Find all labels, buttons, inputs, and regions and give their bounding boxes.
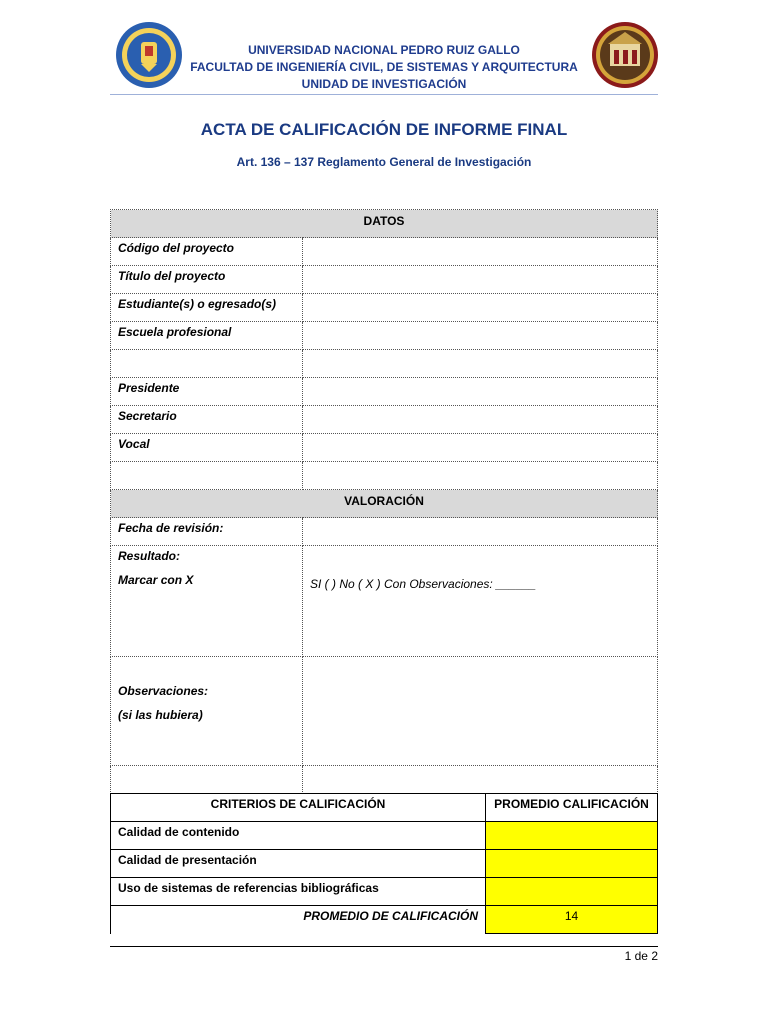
unit-name: UNIDAD DE INVESTIGACIÓN xyxy=(301,77,467,91)
observaciones-label: Observaciones: xyxy=(118,684,209,698)
criterio-label: Calidad de contenido xyxy=(111,822,486,850)
fecha-field[interactable] xyxy=(303,518,658,546)
faculty-name: FACULTAD DE INGENIERÍA CIVIL, DE SISTEMAS Y ARQUITECTURA xyxy=(190,60,578,74)
table-row xyxy=(111,238,658,266)
table-row xyxy=(111,850,658,878)
datos-table xyxy=(110,209,658,794)
codigo-proyecto-field[interactable] xyxy=(303,238,658,266)
vocal-field[interactable] xyxy=(303,434,658,462)
criterio-label: Calidad de presentación xyxy=(111,850,486,878)
criterios-header: CRITERIOS DE CALIFICACIÓN xyxy=(111,794,486,822)
document-title: ACTA DE CALIFICACIÓN DE INFORME FINAL xyxy=(200,120,568,139)
table-row xyxy=(111,906,658,934)
institution-block xyxy=(188,42,580,93)
row-label: Secretario xyxy=(111,406,303,434)
table-row xyxy=(111,294,658,322)
promedio-value[interactable]: 14 xyxy=(486,906,658,934)
criterio-score-field[interactable] xyxy=(486,878,658,906)
promedio-label: PROMEDIO DE CALIFICACIÓN xyxy=(111,906,486,934)
table-row xyxy=(111,350,658,378)
page-number: 1 de 2 xyxy=(624,949,658,963)
document-subtitle: Art. 136 – 137 Reglamento General de Investigación xyxy=(236,155,532,169)
presidente-field[interactable] xyxy=(303,378,658,406)
row-label: Código del proyecto xyxy=(111,238,303,266)
criterio-score-field[interactable] xyxy=(486,822,658,850)
table-header-row xyxy=(111,794,658,822)
blank-field[interactable] xyxy=(303,766,658,794)
table-row xyxy=(111,822,658,850)
observaciones-field[interactable] xyxy=(303,657,658,766)
table-row xyxy=(111,878,658,906)
resultado-choice: SI ( ) No ( X ) Con Observaciones: ______ xyxy=(310,577,537,591)
titulo-proyecto-field[interactable] xyxy=(303,266,658,294)
row-label: Escuela profesional xyxy=(111,322,303,350)
estudiante-field[interactable] xyxy=(303,294,658,322)
row-label: Vocal xyxy=(111,434,303,462)
table-row xyxy=(111,766,658,794)
university-seal-icon xyxy=(114,20,184,90)
blank-field[interactable] xyxy=(303,350,658,378)
header-divider xyxy=(110,94,658,95)
table-row xyxy=(111,546,658,657)
table-row xyxy=(111,434,658,462)
resultado-label: Resultado: xyxy=(118,549,181,563)
table-row xyxy=(111,462,658,490)
marcar-label: Marcar con X xyxy=(118,573,194,587)
row-label: Estudiante(s) o egresado(s) xyxy=(111,294,303,322)
table-row xyxy=(111,266,658,294)
observaciones-note: (si las hubiera) xyxy=(118,708,203,722)
observaciones-cell xyxy=(111,657,303,766)
criterios-table xyxy=(110,793,658,934)
promedio-header: PROMEDIO CALIFICACIÓN xyxy=(486,794,658,822)
row-label: Presidente xyxy=(111,378,303,406)
datos-section-header: DATOS xyxy=(111,210,658,238)
fecha-label: Fecha de revisión: xyxy=(111,518,303,546)
footer-divider xyxy=(110,946,658,947)
row-label xyxy=(111,462,303,490)
table-row xyxy=(111,406,658,434)
criterio-score-field[interactable] xyxy=(486,850,658,878)
blank-field[interactable] xyxy=(303,462,658,490)
secretario-field[interactable] xyxy=(303,406,658,434)
faculty-seal-icon xyxy=(590,20,660,90)
table-row xyxy=(111,322,658,350)
blank-cell xyxy=(111,766,303,794)
university-name: UNIVERSIDAD NACIONAL PEDRO RUIZ GALLO xyxy=(248,43,520,57)
table-row xyxy=(111,518,658,546)
escuela-field[interactable] xyxy=(303,322,658,350)
resultado-choice-cell[interactable] xyxy=(303,546,658,657)
table-row xyxy=(111,378,658,406)
resultado-cell xyxy=(111,546,303,657)
criterio-label: Uso de sistemas de referencias bibliográficas xyxy=(111,878,486,906)
row-label: Título del proyecto xyxy=(111,266,303,294)
valoracion-section-header: VALORACIÓN xyxy=(111,490,658,518)
table-row xyxy=(111,657,658,766)
row-label xyxy=(111,350,303,378)
document-header xyxy=(108,18,660,94)
